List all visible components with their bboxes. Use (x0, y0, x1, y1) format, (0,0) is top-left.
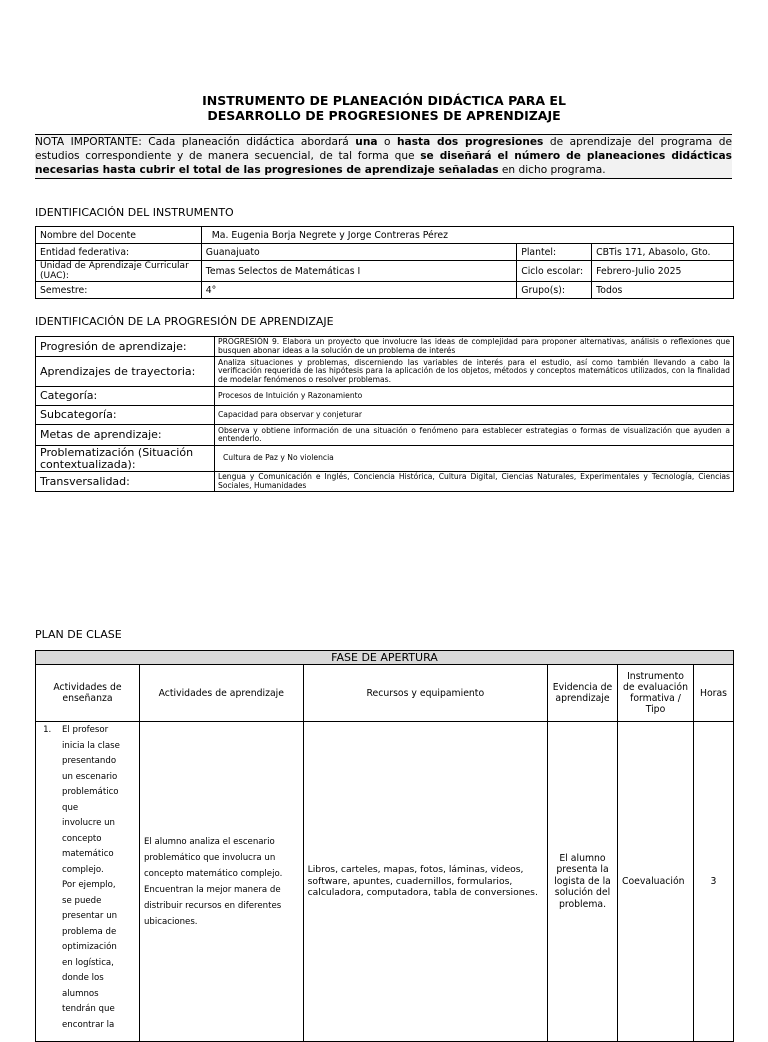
column-header: Horas (693, 665, 733, 722)
label-cell: Unidad de Aprendizaje Curricular (UAC): (36, 261, 202, 282)
table-row (36, 261, 734, 282)
value-cell: Todos (592, 282, 734, 299)
label-cell: Semestre: (36, 282, 202, 299)
recursos-cell: Libros, carteles, mapas, fotos, láminas, videos, software, apuntes, cuadernillos, formularios, calculadora, computadora, tabla de conversiones. (303, 722, 547, 1042)
note-text: o (377, 136, 398, 148)
column-header: Recursos y equipamiento (303, 665, 547, 722)
value-cell: Procesos de Intuición y Razonamiento (215, 387, 734, 406)
value-cell: Temas Selectos de Matemáticas I (201, 261, 516, 282)
note-bold: una (355, 136, 378, 148)
table-row (36, 446, 734, 472)
label-cell: Transversalidad: (36, 472, 215, 492)
document-title (0, 93, 768, 123)
label-cell: Problematización (Situación contextualizada): (36, 446, 215, 472)
label-cell: Nombre del Docente (36, 227, 202, 244)
label-cell: Aprendizajes de trayectoria: (36, 357, 215, 387)
table-row (36, 282, 734, 299)
important-note (35, 134, 732, 179)
section-heading-plan: PLAN DE CLASE (35, 628, 122, 641)
horas-cell: 3 (693, 722, 733, 1042)
table-row (36, 472, 734, 492)
value-cell: Guanajuato (201, 244, 516, 261)
value-cell: Observa y obtiene información de una situación o fenómeno para establecer estrategias o formas de visualización que ayuden a entenderlo. (215, 425, 734, 446)
aprendizaje-cell: El alumno analiza el escenario problemático que involucra un concepto matemático complejo. Encuentran la mejor manera de distribuir recursos en diferentes ubicaciones. (139, 722, 303, 1042)
column-header: Evidencia de aprendizaje (548, 665, 618, 722)
class-plan-table (35, 650, 734, 1042)
table-row (36, 406, 734, 425)
table-row (36, 357, 734, 387)
value-cell: 4° (201, 282, 516, 299)
column-header: Actividades de aprendizaje (139, 665, 303, 722)
label-cell: Grupo(s): (517, 282, 592, 299)
instrumento-cell: Coevaluación (618, 722, 694, 1042)
value-cell: PROGRESIÓN 9. Elabora un proyecto que involucre las ideas de complejidad para proponer alternativas, análisis o reflexiones que busquen abonar ideas a la solución de un problema de interés (215, 337, 734, 357)
label-cell: Metas de aprendizaje: (36, 425, 215, 446)
label-cell: Ciclo escolar: (517, 261, 592, 282)
value-cell: Cultura de Paz y No violencia (215, 446, 734, 472)
title-line-2: DESARROLLO DE PROGRESIONES DE APRENDIZAJE (207, 108, 561, 123)
note-text: en dicho programa. (498, 164, 606, 176)
note-bold: se diseñará el número de planeaciones didácticas necesarias hasta cubrir el total de las progresiones de aprendizaje señaladas (35, 150, 732, 176)
column-header: Instrumento de evaluación formativa / Tipo (618, 665, 694, 722)
value-cell: Ma. Eugenia Borja Negrete y Jorge Contreras Pérez (201, 227, 733, 244)
label-cell: Plantel: (517, 244, 592, 261)
label-cell: Subcategoría: (36, 406, 215, 425)
value-cell: Lengua y Comunicación e Inglés, Conciencia Histórica, Cultura Digital, Ciencias Naturales, Experimentales y Tecnología, Ciencias Sociales, Humanidades (215, 472, 734, 492)
value-cell: CBTis 171, Abasolo, Gto. (592, 244, 734, 261)
table-row (36, 337, 734, 357)
label-cell: Progresión de aprendizaje: (36, 337, 215, 357)
table-row (36, 425, 734, 446)
activity-list (40, 723, 135, 1033)
ensenanza-cell (36, 722, 140, 1042)
table-row (36, 227, 734, 244)
value-cell: Febrero-Julio 2025 (592, 261, 734, 282)
table-row (36, 244, 734, 261)
value-cell: Capacidad para observar y conjeturar (215, 406, 734, 425)
header-row (36, 665, 734, 722)
list-item: 1. El profesor inicia la clase presentando un escenario problemático que involucre un concepto matemático complejo. Por ejemplo, se puede presentar un problema de optimización en logística, donde los alumnos tendrán que encontrar la (54, 723, 120, 1033)
section-heading-identificacion: IDENTIFICACIÓN DEL INSTRUMENTO (35, 206, 234, 219)
progression-table (35, 336, 734, 492)
column-header: Actividades de enseñanza (36, 665, 140, 722)
identification-table (35, 226, 734, 299)
label-cell: Categoría: (36, 387, 215, 406)
phase-row (36, 651, 734, 665)
phase-title: FASE DE APERTURA (36, 651, 734, 665)
section-heading-progresion: IDENTIFICACIÓN DE LA PROGRESIÓN DE APRENDIZAJE (35, 315, 334, 328)
table-row (36, 722, 734, 1042)
note-text: de aprendizaje del programa de estudios correspondiente y de manera secuencial, de tal forma que (35, 136, 732, 162)
table-row (36, 387, 734, 406)
note-text: NOTA IMPORTANTE: Cada planeación didáctica abordará (35, 136, 356, 148)
label-cell: Entidad federativa: (36, 244, 202, 261)
note-bold: hasta dos progresiones (397, 136, 544, 148)
value-cell: Analiza situaciones y problemas, discerniendo las variables de interés para el estudio, así como también llevando a cabo la verificación requerida de las hipótesis para la aplicación de los objetos, métodos y conceptos matemáticos utilizados, con la finalidad de modelar fenómenos o resolver problemas. (215, 357, 734, 387)
title-line-1: INSTRUMENTO DE PLANEACIÓN DIDÁCTICA PARA EL (202, 93, 566, 108)
evidencia-cell: El alumno presenta la logista de la solución del problema. (548, 722, 618, 1042)
